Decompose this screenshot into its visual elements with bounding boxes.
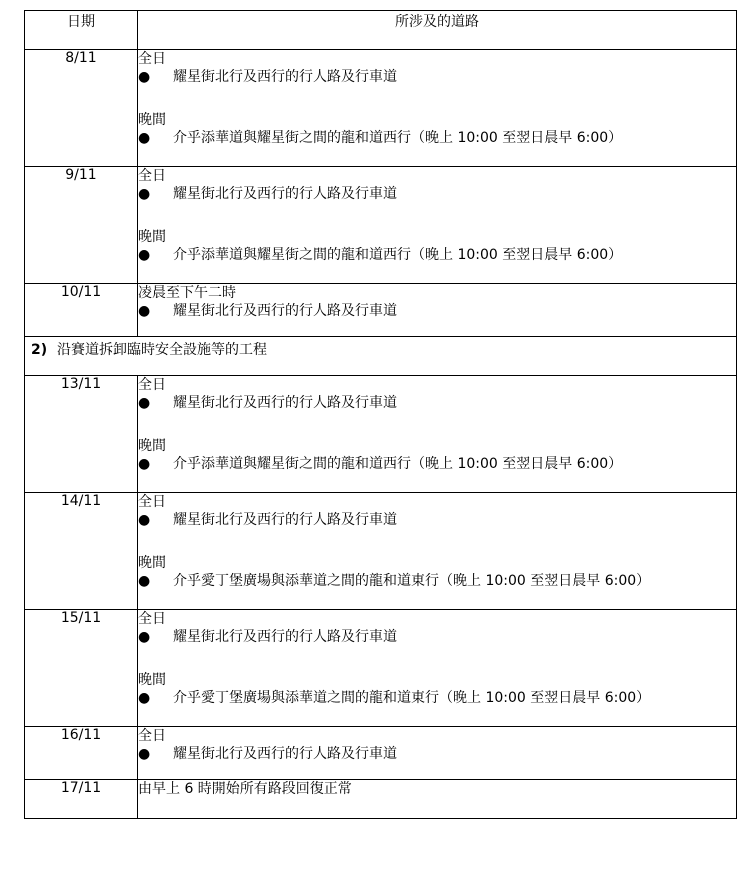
road-item (138, 394, 736, 412)
roads-column-header: 所涉及的道路 (138, 11, 737, 50)
section-title: 沿賽道拆卸臨時安全設施等的工程 (57, 342, 267, 358)
bullet-icon: ● (138, 395, 151, 411)
road-text: 介乎愛丁堡廣場與添華道之間的龍和道東行（晚上 10:00 至翌日晨早 6:00） (173, 690, 651, 706)
row-roads (138, 167, 737, 284)
bullet-icon: ● (138, 186, 151, 202)
road-item (138, 185, 736, 203)
road-item (138, 68, 736, 86)
bullet-icon: ● (138, 629, 151, 645)
table-row (25, 50, 737, 167)
row-roads (138, 50, 737, 167)
road-item (138, 745, 736, 763)
period-label: 晚間 (138, 672, 166, 688)
bullet-icon: ● (138, 512, 151, 528)
road-item (138, 129, 736, 147)
road-item (138, 689, 736, 707)
road-text: 介乎添華道與耀星街之間的龍和道西行（晚上 10:00 至翌日晨早 6:00） (173, 247, 623, 263)
period-label: 全日 (138, 168, 166, 184)
row-date: 14/11 (25, 493, 138, 610)
row-roads (138, 727, 737, 780)
row-date: 8/11 (25, 50, 138, 167)
period-label: 晚間 (138, 438, 166, 454)
table-row (25, 167, 737, 284)
period-label: 全日 (138, 51, 166, 67)
date-column-header: 日期 (25, 11, 138, 50)
bullet-icon: ● (138, 69, 151, 85)
road-text: 介乎添華道與耀星街之間的龍和道西行（晚上 10:00 至翌日晨早 6:00） (173, 130, 623, 146)
table-header-row (25, 11, 737, 50)
road-text: 耀星街北行及西行的行人路及行車道 (173, 303, 397, 319)
section-heading-row (25, 337, 737, 376)
road-item (138, 572, 736, 590)
road-closure-table (24, 10, 737, 819)
row-roads (138, 780, 737, 819)
bullet-icon: ● (138, 690, 151, 706)
period-label: 全日 (138, 494, 166, 510)
road-text: 耀星街北行及西行的行人路及行車道 (173, 395, 397, 411)
bullet-icon: ● (138, 130, 151, 146)
road-item (138, 246, 736, 264)
table-row (25, 493, 737, 610)
table-row (25, 610, 737, 727)
row-roads (138, 284, 737, 337)
road-text: 耀星街北行及西行的行人路及行車道 (173, 746, 397, 762)
period-label: 凌晨至下午二時 (138, 285, 236, 301)
bullet-icon: ● (138, 303, 151, 319)
table-row (25, 727, 737, 780)
period-label: 晚間 (138, 555, 166, 571)
row-roads (138, 376, 737, 493)
bullet-icon: ● (138, 456, 151, 472)
period-label: 全日 (138, 377, 166, 393)
road-item (138, 455, 736, 473)
period-label: 全日 (138, 611, 166, 627)
road-item (138, 511, 736, 529)
section-number: 2) (31, 342, 48, 358)
row-date: 13/11 (25, 376, 138, 493)
road-item (138, 628, 736, 646)
period-label: 晚間 (138, 112, 166, 128)
period-label: 全日 (138, 728, 166, 744)
bullet-icon: ● (138, 247, 151, 263)
road-text: 介乎愛丁堡廣場與添華道之間的龍和道東行（晚上 10:00 至翌日晨早 6:00） (173, 573, 651, 589)
road-text: 介乎添華道與耀星街之間的龍和道西行（晚上 10:00 至翌日晨早 6:00） (173, 456, 623, 472)
road-text: 耀星街北行及西行的行人路及行車道 (173, 512, 397, 528)
road-text: 耀星街北行及西行的行人路及行車道 (173, 69, 397, 85)
road-text: 耀星街北行及西行的行人路及行車道 (173, 629, 397, 645)
table-row (25, 376, 737, 493)
table-row (25, 780, 737, 819)
row-date: 15/11 (25, 610, 138, 727)
row-date: 9/11 (25, 167, 138, 284)
bullet-icon: ● (138, 746, 151, 762)
road-item (138, 302, 736, 320)
bullet-icon: ● (138, 573, 151, 589)
row-roads (138, 493, 737, 610)
table-row (25, 284, 737, 337)
road-text: 耀星街北行及西行的行人路及行車道 (173, 186, 397, 202)
resume-note: 由早上 6 時開始所有路段回復正常 (138, 781, 352, 797)
row-roads (138, 610, 737, 727)
section-heading (25, 337, 737, 376)
row-date: 17/11 (25, 780, 138, 819)
period-label: 晚間 (138, 229, 166, 245)
row-date: 10/11 (25, 284, 138, 337)
row-date: 16/11 (25, 727, 138, 780)
